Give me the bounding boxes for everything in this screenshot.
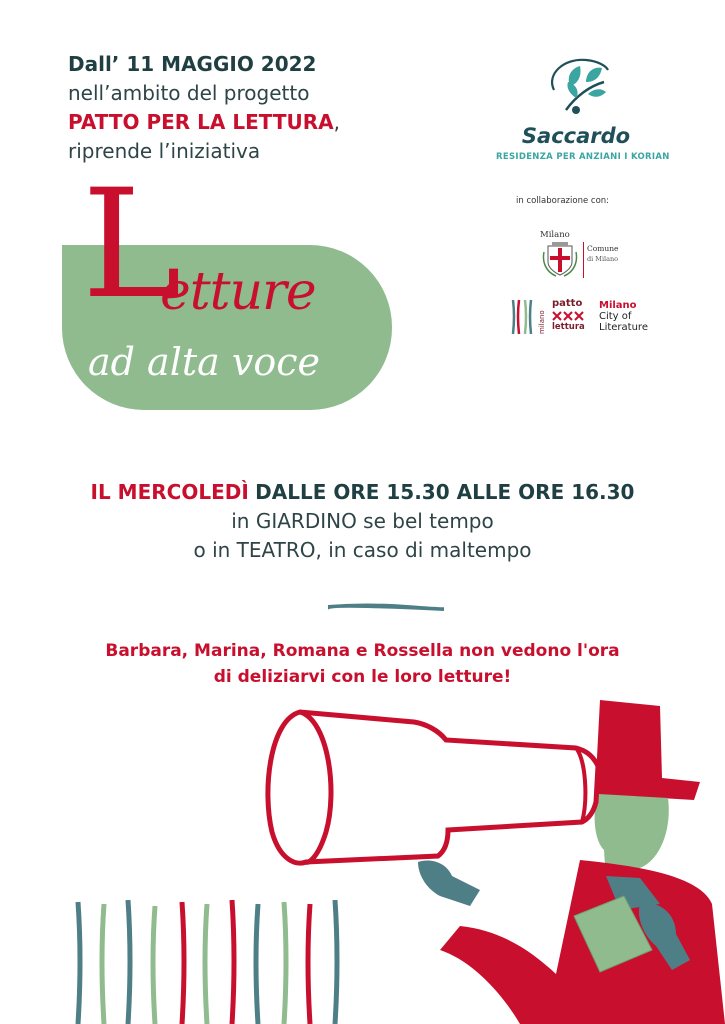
schedule-time: DALLE ORE 15.30 ALLE ORE 16.30 [255, 480, 635, 504]
intro-context: nell’ambito del progetto [68, 81, 310, 105]
collaboration-label: in collaborazione con: [516, 196, 610, 206]
schedule-day: IL MERCOLEDÌ [90, 480, 249, 504]
title-rest: etture [160, 262, 316, 322]
patto-top: patto [552, 298, 583, 309]
decorative-stripes [78, 900, 337, 1024]
patto-vertical-text: milano [538, 310, 546, 334]
comune-milano-logo [540, 230, 626, 278]
comune-city: Milano [540, 230, 570, 240]
title-initial: L [82, 158, 182, 332]
intro-text [68, 50, 340, 166]
patto-lettura-logo [510, 298, 600, 336]
comune-divider [583, 242, 585, 278]
patto-bottom: lettura [552, 322, 585, 332]
col-line1: City of [599, 311, 632, 322]
divider-stroke [327, 600, 445, 612]
readers-message [0, 638, 725, 690]
logo-subtitle: RESIDENZA PER ANZIANI I KORIAN [496, 152, 670, 162]
milano-coat-of-arms-icon [540, 242, 580, 278]
saccardo-logo [496, 52, 670, 162]
logo-name: Saccardo [521, 124, 631, 148]
city-of-literature-logo [599, 300, 648, 333]
schedule-theatre: o in TEATRO, in caso di maltempo [193, 538, 532, 562]
megaphone-icon [268, 712, 598, 863]
comune-line1: Comune [587, 244, 619, 253]
project-punct: , [333, 110, 340, 134]
readers-line1: Barbara, Marina, Romana e Rossella non vedono l'ora [105, 641, 620, 661]
schedule-garden: in GIARDINO se bel tempo [231, 509, 494, 533]
schedule [0, 478, 725, 565]
title-subtitle: ad alta voce [88, 340, 320, 384]
comune-line2: di Milano [587, 255, 619, 263]
col-line2: Literature [599, 322, 648, 333]
col-city: Milano [599, 300, 637, 311]
olive-branch-icon [536, 52, 616, 118]
project-name: PATTO PER LA LETTURA [68, 110, 334, 134]
intro-project-line [68, 108, 340, 137]
patto-stripes-icon [510, 298, 550, 336]
intro-resume: riprende l’iniziativa [68, 139, 261, 163]
readers-line2: di deliziarvi con le loro letture! [213, 667, 512, 687]
patto-xxx-icon [552, 311, 586, 321]
schedule-when [0, 478, 725, 507]
start-date: Dall’ 11 MAGGIO 2022 [68, 52, 317, 76]
illustration [0, 690, 725, 1024]
